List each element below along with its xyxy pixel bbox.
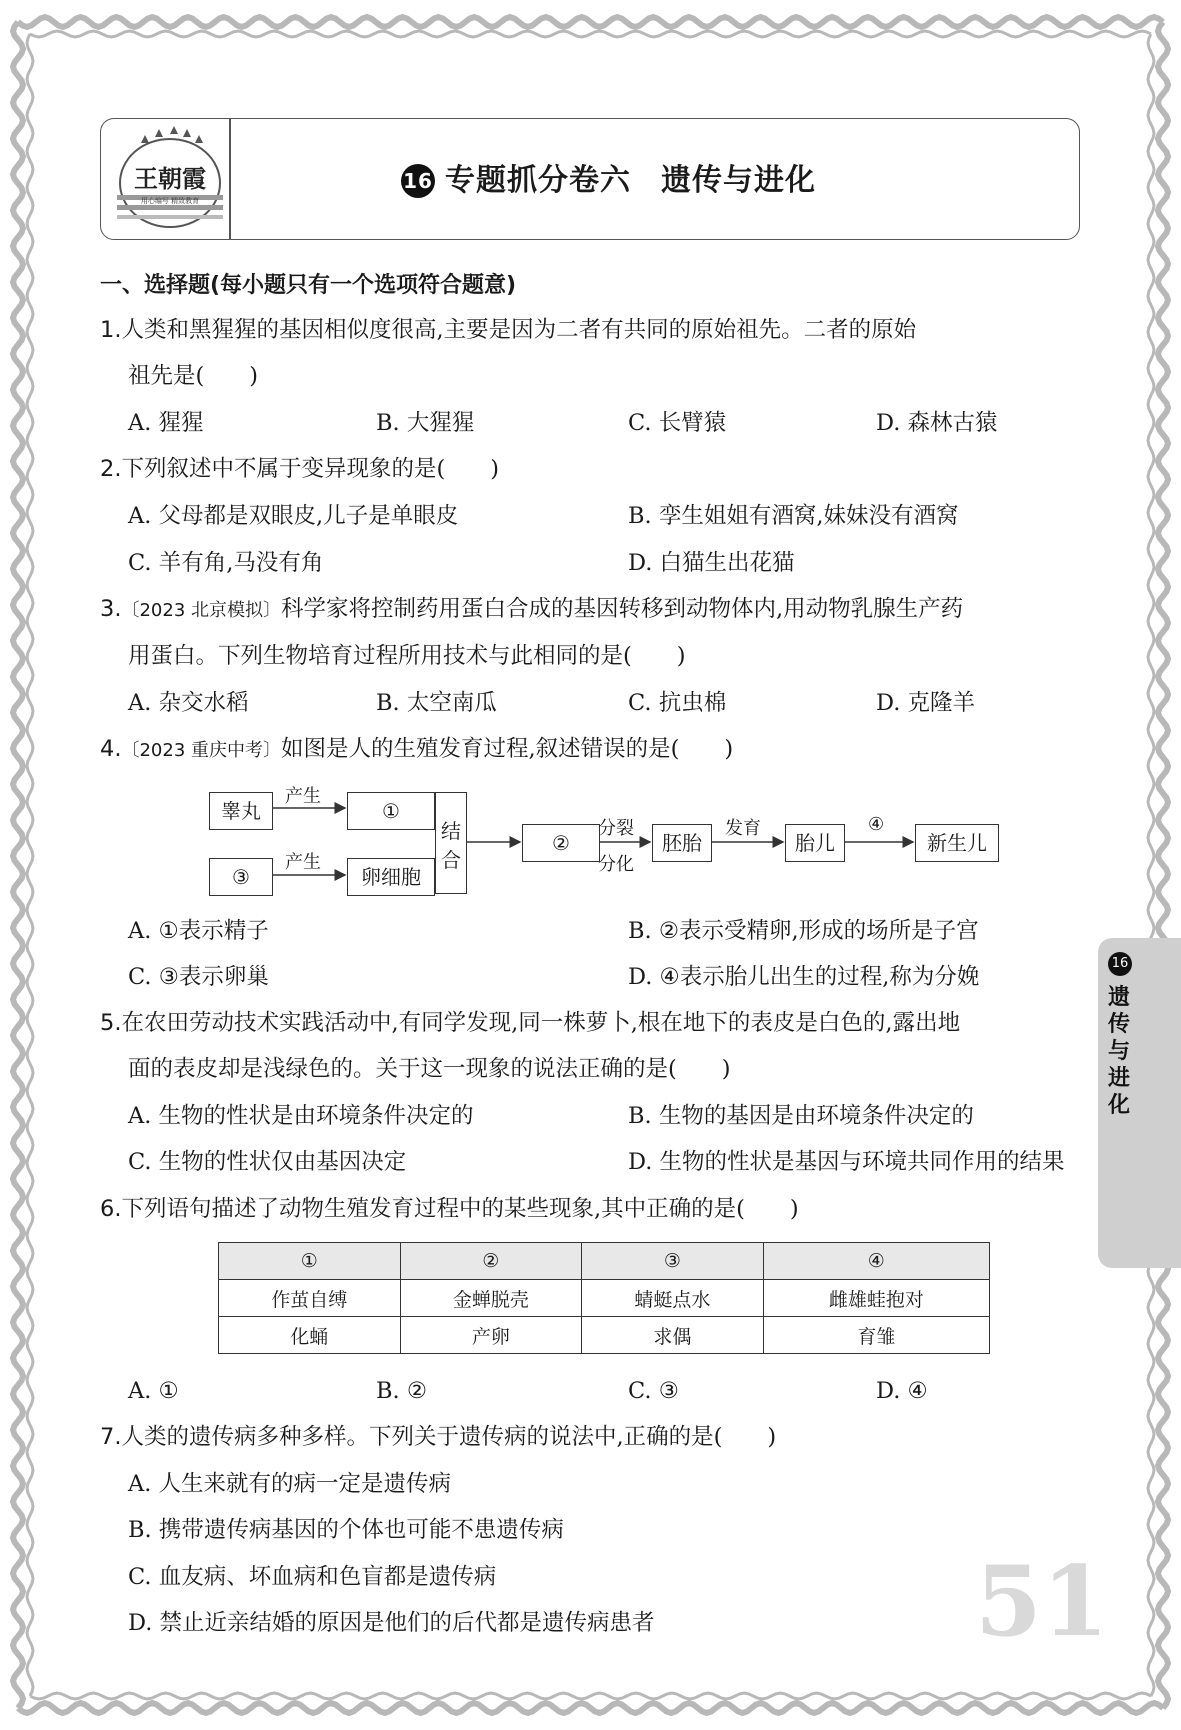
q2-option-d[interactable]: D. 白猫生出花猫 [628, 550, 795, 576]
question-4 [100, 726, 733, 774]
produce-label-2: 产生 [285, 852, 321, 873]
question-number: 2. [100, 456, 122, 482]
table-cell: 作茧自缚 [219, 1280, 401, 1317]
q3-option-b[interactable]: B. 太空南瓜 [376, 690, 497, 716]
table-cell: 求偶 [582, 1317, 764, 1354]
question-2 [100, 446, 499, 492]
table-row [219, 1280, 990, 1317]
logo-text: 王朝霞 [134, 164, 206, 193]
combine-char-1: 结 [441, 819, 461, 843]
question-number: 5. [100, 1010, 122, 1036]
question-6 [100, 1186, 799, 1232]
fetus-box: 胎儿 [785, 824, 845, 862]
divide-label: 分裂 [598, 818, 634, 839]
q5-option-d[interactable]: D. 生物的性状是基因与环境共同作用的结果 [628, 1149, 1065, 1175]
q4-option-a[interactable]: A. ①表示精子 [128, 918, 269, 944]
newborn-box: 新生儿 [915, 824, 999, 862]
q5-option-b[interactable]: B. 生物的基因是由环境条件决定的 [628, 1103, 974, 1129]
question-5 [100, 1000, 960, 1046]
develop-label: 发育 [725, 818, 761, 839]
q5-option-c[interactable]: C. 生物的性状仅由基因决定 [128, 1149, 407, 1175]
question-number: 3. [100, 596, 122, 622]
question-text: 下列叙述中不属于变异现象的是( ) [121, 456, 500, 482]
q3-option-a[interactable]: A. 杂交水稻 [128, 690, 249, 716]
question-text: 人类的遗传病多种多样。下列关于遗传病的说法中,正确的是( ) [121, 1424, 777, 1450]
q1-option-d[interactable]: D. 森林古猿 [876, 410, 998, 436]
question-1-line2: 祖先是( ) [128, 363, 259, 389]
question-text: 在农田劳动技术实践活动中,有同学发现,同一株萝卜,根在地下的表皮是白色的,露出地 [121, 1010, 961, 1036]
question-text: 如图是人的生殖发育过程,叙述错误的是( ) [281, 736, 734, 762]
q7-option-c[interactable]: C. 血友病、坏血病和色盲都是遗传病 [128, 1564, 497, 1590]
reproduction-flow-diagram [205, 780, 1005, 900]
q3-option-d[interactable]: D. 克隆羊 [876, 690, 976, 716]
q7-option-b[interactable]: B. 携带遗传病基因的个体也可能不患遗传病 [128, 1517, 564, 1543]
table-cell: 金蝉脱壳 [400, 1280, 582, 1317]
table-cell: 产卵 [400, 1317, 582, 1354]
header-banner [100, 118, 1080, 240]
question-number: 1. [100, 317, 122, 343]
q4-option-c[interactable]: C. ③表示卵巢 [128, 964, 269, 990]
question-number: 7. [100, 1424, 122, 1450]
circle-2-box: ② [522, 824, 600, 862]
topic-number-badge: 16 [401, 164, 435, 198]
q6-option-b[interactable]: B. ② [376, 1378, 428, 1404]
question-text: 人类和黑猩猩的基因相似度很高,主要是因为二者有共同的原始祖先。二者的原始 [121, 317, 917, 343]
testis-box: 睾丸 [209, 792, 273, 830]
q3-option-c[interactable]: C. 抗虫棉 [628, 690, 727, 716]
q1-option-b[interactable]: B. 大猩猩 [376, 410, 475, 436]
circle-3-box: ③ [209, 858, 273, 896]
question-text: 科学家将控制药用蛋白合成的基因转移到动物体内,用动物乳腺生产药 [281, 596, 964, 622]
logo-divider [229, 119, 231, 239]
question-number: 4. [100, 736, 122, 762]
side-tab-text: 遗传与进化 [1108, 985, 1131, 1118]
section-title: 一、选择题(每小题只有一个选项符合题意) [100, 273, 517, 298]
q2-option-b[interactable]: B. 孪生姐姐有酒窝,妹妹没有酒窝 [628, 503, 959, 529]
differentiate-label: 分化 [598, 854, 634, 875]
side-tab-badge: 16 [1108, 952, 1132, 976]
phenomena-table [218, 1242, 990, 1354]
circle-4-label: ④ [868, 814, 885, 835]
produce-label-1: 产生 [285, 786, 321, 807]
q4-option-d[interactable]: D. ④表示胎儿出生的过程,称为分娩 [628, 964, 980, 990]
table-cell: 雌雄蛙抱对 [763, 1280, 989, 1317]
q6-option-c[interactable]: C. ③ [628, 1378, 679, 1404]
table-cell: ③ [582, 1243, 764, 1280]
table-header-row [219, 1243, 990, 1280]
question-5-line2: 面的表皮却是浅绿色的。关于这一现象的说法正确的是( ) [128, 1056, 731, 1082]
embryo-box: 胚胎 [652, 824, 712, 862]
table-cell: 育雏 [763, 1317, 989, 1354]
combine-char-2: 合 [441, 848, 461, 872]
q7-option-a[interactable]: A. 人生来就有的病一定是遗传病 [128, 1471, 452, 1497]
question-source: 〔2023 北京模拟〕 [121, 600, 281, 621]
publisher-logo [111, 125, 229, 231]
question-1 [100, 307, 916, 353]
question-3-line2: 用蛋白。下列生物培育过程所用技术与此相同的是( ) [128, 643, 686, 669]
table-cell: 化蛹 [219, 1317, 401, 1354]
page-number: 51 [975, 1545, 1109, 1658]
table-cell: ④ [763, 1243, 989, 1280]
q7-option-d[interactable]: D. 禁止近亲结婚的原因是他们的后代都是遗传病患者 [128, 1610, 655, 1636]
table-row [219, 1317, 990, 1354]
q1-option-c[interactable]: C. 长臂猿 [628, 410, 727, 436]
table-cell: 蜻蜓点水 [582, 1280, 764, 1317]
title-part1: 专题抓分卷六 [445, 163, 631, 198]
q4-option-b[interactable]: B. ②表示受精卵,形成的场所是子宫 [628, 918, 979, 944]
diagram-arrows [205, 780, 1005, 900]
q1-option-a[interactable]: A. 猩猩 [128, 410, 204, 436]
table-cell: ② [400, 1243, 582, 1280]
question-number: 6. [100, 1196, 122, 1222]
question-7 [100, 1414, 776, 1460]
page-title [401, 155, 816, 199]
title-part2: 遗传与进化 [661, 163, 816, 198]
egg-cell-box: 卵细胞 [347, 858, 435, 896]
logo-small-text: 用心编写 精致教育 [140, 197, 200, 205]
q2-option-a[interactable]: A. 父母都是双眼皮,儿子是单眼皮 [128, 503, 459, 529]
q6-option-d[interactable]: D. ④ [876, 1378, 928, 1404]
question-text: 下列语句描述了动物生殖发育过程中的某些现象,其中正确的是( ) [121, 1196, 799, 1222]
table-cell: ① [219, 1243, 401, 1280]
q6-option-a[interactable]: A. ① [128, 1378, 179, 1404]
q2-option-c[interactable]: C. 羊有角,马没有角 [128, 550, 324, 576]
circle-1-box: ① [347, 792, 435, 830]
question-source: 〔2023 重庆中考〕 [121, 740, 281, 761]
combine-box [435, 792, 467, 894]
q5-option-a[interactable]: A. 生物的性状是由环境条件决定的 [128, 1103, 474, 1129]
question-3 [100, 586, 963, 634]
